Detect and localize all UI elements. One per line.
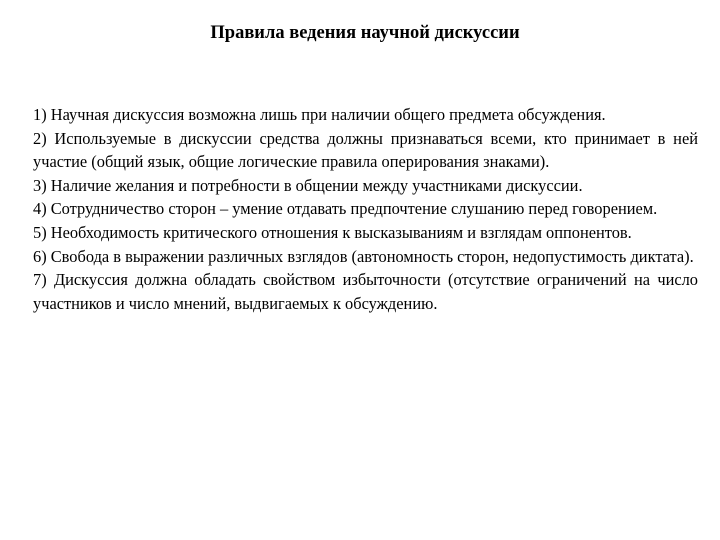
rule-item: 4) Сотрудничество сторон – умение отдавать предпочтение слушанию перед говорением. — [33, 199, 658, 219]
page-title: Правила ведения научной дискуссии — [210, 23, 520, 43]
rule-item: 5) Необходимость критического отношения к высказываниям и взглядам оппонентов. — [33, 222, 632, 242]
rule-item: 7) Дискуссия должна обладать свойством избыточности (отсутствие ограничений на число участников и число мнений, выдвигаемых к обсуждению. — [33, 270, 698, 313]
rule-item: 1) Научная дискуссия возможна лишь при наличии общего предмета обсуждения. — [33, 105, 606, 124]
rule-item: 3) Наличие желания и потребности в общении между участниками дискуссии. — [33, 175, 583, 195]
rule-item: 2) Используемые в дискуссии средства должны признаваться всеми, кто принимает в ней участие (общий язык, общие логические правила оперирования знаками). — [33, 128, 698, 172]
rule-item: 6) Свобода в выражении различных взглядов (автономность сторон, недопустимость диктата). — [33, 246, 694, 266]
rules-list — [33, 103, 698, 315]
